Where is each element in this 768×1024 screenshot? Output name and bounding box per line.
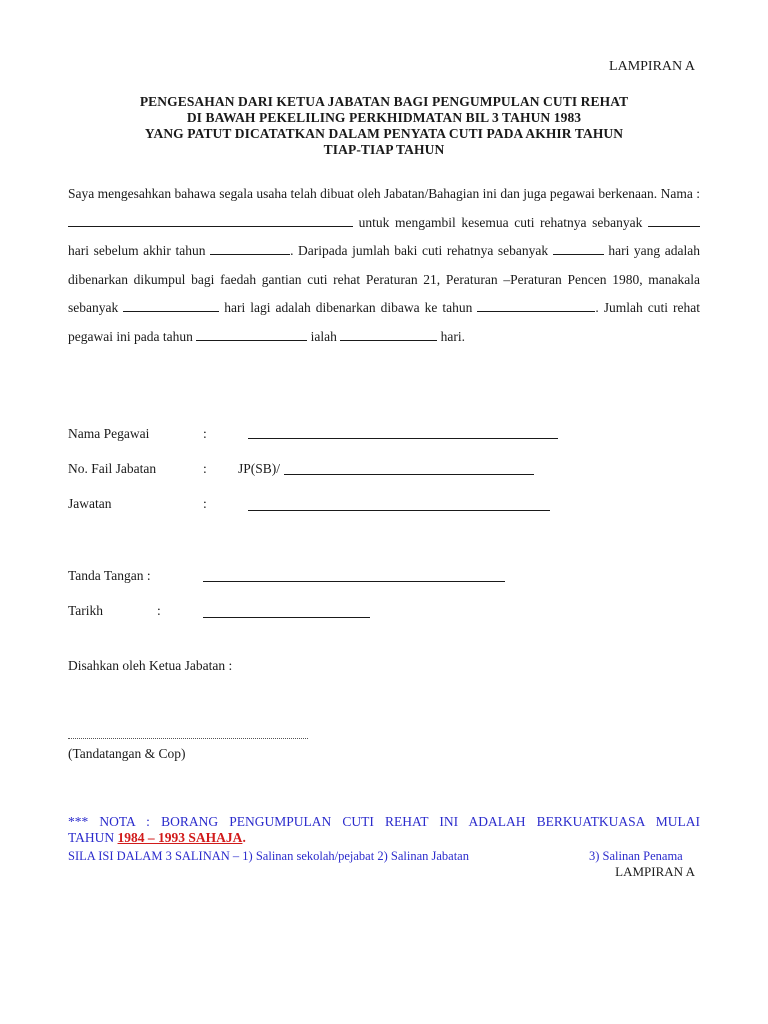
tandatangan-cop-label: (Tandatangan & Cop): [68, 746, 186, 761]
colon: :: [203, 426, 207, 441]
akhir-tahun-blank[interactable]: [210, 240, 290, 255]
jumlah-tahun-blank[interactable]: [196, 326, 307, 341]
jawatan-label: Jawatan: [68, 496, 112, 511]
declaration-text: untuk mengambil kesemua cuti rehatnya sebanyak: [358, 214, 643, 230]
title-line-4: TIAP-TIAP TAHUN: [323, 142, 445, 157]
nota-years: 1984 – 1993 SAHAJA: [117, 830, 243, 845]
declaration-text: ialah: [310, 328, 337, 344]
sila-isi-instruction: SILA ISI DALAM 3 SALINAN – 1) Salinan sekolah/pejabat 2) Salinan Jabatan: [68, 849, 469, 863]
nota-tahun-text: TAHUN: [68, 830, 115, 845]
jumlah-hari-blank[interactable]: [340, 326, 437, 341]
declaration-text: . Jumlah cuti rehat pegawai ini pada tahun: [68, 300, 700, 344]
no-fail-label: No. Fail Jabatan: [68, 461, 157, 476]
cuti-count-blank[interactable]: [648, 212, 700, 227]
baki-blank[interactable]: [553, 240, 604, 255]
declaration-text: . Daripada jumlah baki cuti rehatnya sebanyak: [290, 243, 549, 259]
lampiran-label-bottom: LAMPIRAN A: [615, 864, 695, 879]
title-line-3: YANG PATUT DICATATKAN DALAM PENYATA CUTI PADA AKHIR TAHUN: [144, 126, 624, 141]
lampiran-label-top: LAMPIRAN A: [609, 59, 695, 74]
jawatan-field[interactable]: [248, 510, 550, 511]
declaration-text: hari.: [440, 328, 465, 344]
declaration-text: Saya mengesahkan bahawa segala usaha telah dibuat oleh Jabatan/Bahagian ini dan juga pegawai berkenaan. Nama :: [68, 186, 700, 201]
title-line-1: PENGESAHAN DARI KETUA JABATAN BAGI PENGUMPULAN CUTI REHAT: [139, 94, 629, 109]
declaration-text: hari lagi adalah dibenarkan dibawa ke tahun: [224, 300, 473, 316]
nota-tahun: [68, 830, 246, 846]
signature-dotted-line[interactable]: [68, 738, 308, 739]
nota-line: *** NOTA : BORANG PENGUMPULAN CUTI REHAT INI ADALAH BERKUATKUASA MULAI: [68, 814, 700, 829]
disahkan-label: Disahkan oleh Ketua Jabatan :: [68, 658, 233, 673]
jp-prefix: JP(SB)/: [238, 461, 281, 476]
nota-period: .: [242, 830, 246, 845]
form-title: [0, 94, 768, 158]
hari-lagi-blank[interactable]: [123, 297, 219, 312]
colon: :: [203, 461, 207, 476]
declaration-text: hari yang adalah dibenarkan dikumpul bagi faedah gantian cuti rehat Peraturan 21, Peraturan –Peraturan Pencen 1980, manakala sebanyak: [68, 243, 700, 316]
no-fail-field[interactable]: [284, 474, 534, 475]
tarikh-field[interactable]: [203, 617, 370, 618]
colon: :: [203, 496, 207, 511]
declaration-text: hari sebelum akhir tahun: [68, 243, 206, 259]
tanda-tangan-field[interactable]: [203, 581, 505, 582]
nama-pegawai-field[interactable]: [248, 438, 558, 439]
title-line-2: DI BAWAH PEKELILING PERKHIDMATAN BIL 3 TAHUN 1983: [186, 110, 582, 125]
colon: :: [157, 603, 161, 618]
tanda-tangan-label: Tanda Tangan :: [68, 568, 151, 583]
salinan-penama: 3) Salinan Penama: [589, 849, 683, 863]
nama-blank[interactable]: [68, 212, 353, 227]
dibawa-tahun-blank[interactable]: [477, 297, 595, 312]
nama-pegawai-label: Nama Pegawai: [68, 426, 150, 441]
declaration-paragraph: [68, 180, 700, 352]
tarikh-label: Tarikh: [68, 603, 104, 618]
